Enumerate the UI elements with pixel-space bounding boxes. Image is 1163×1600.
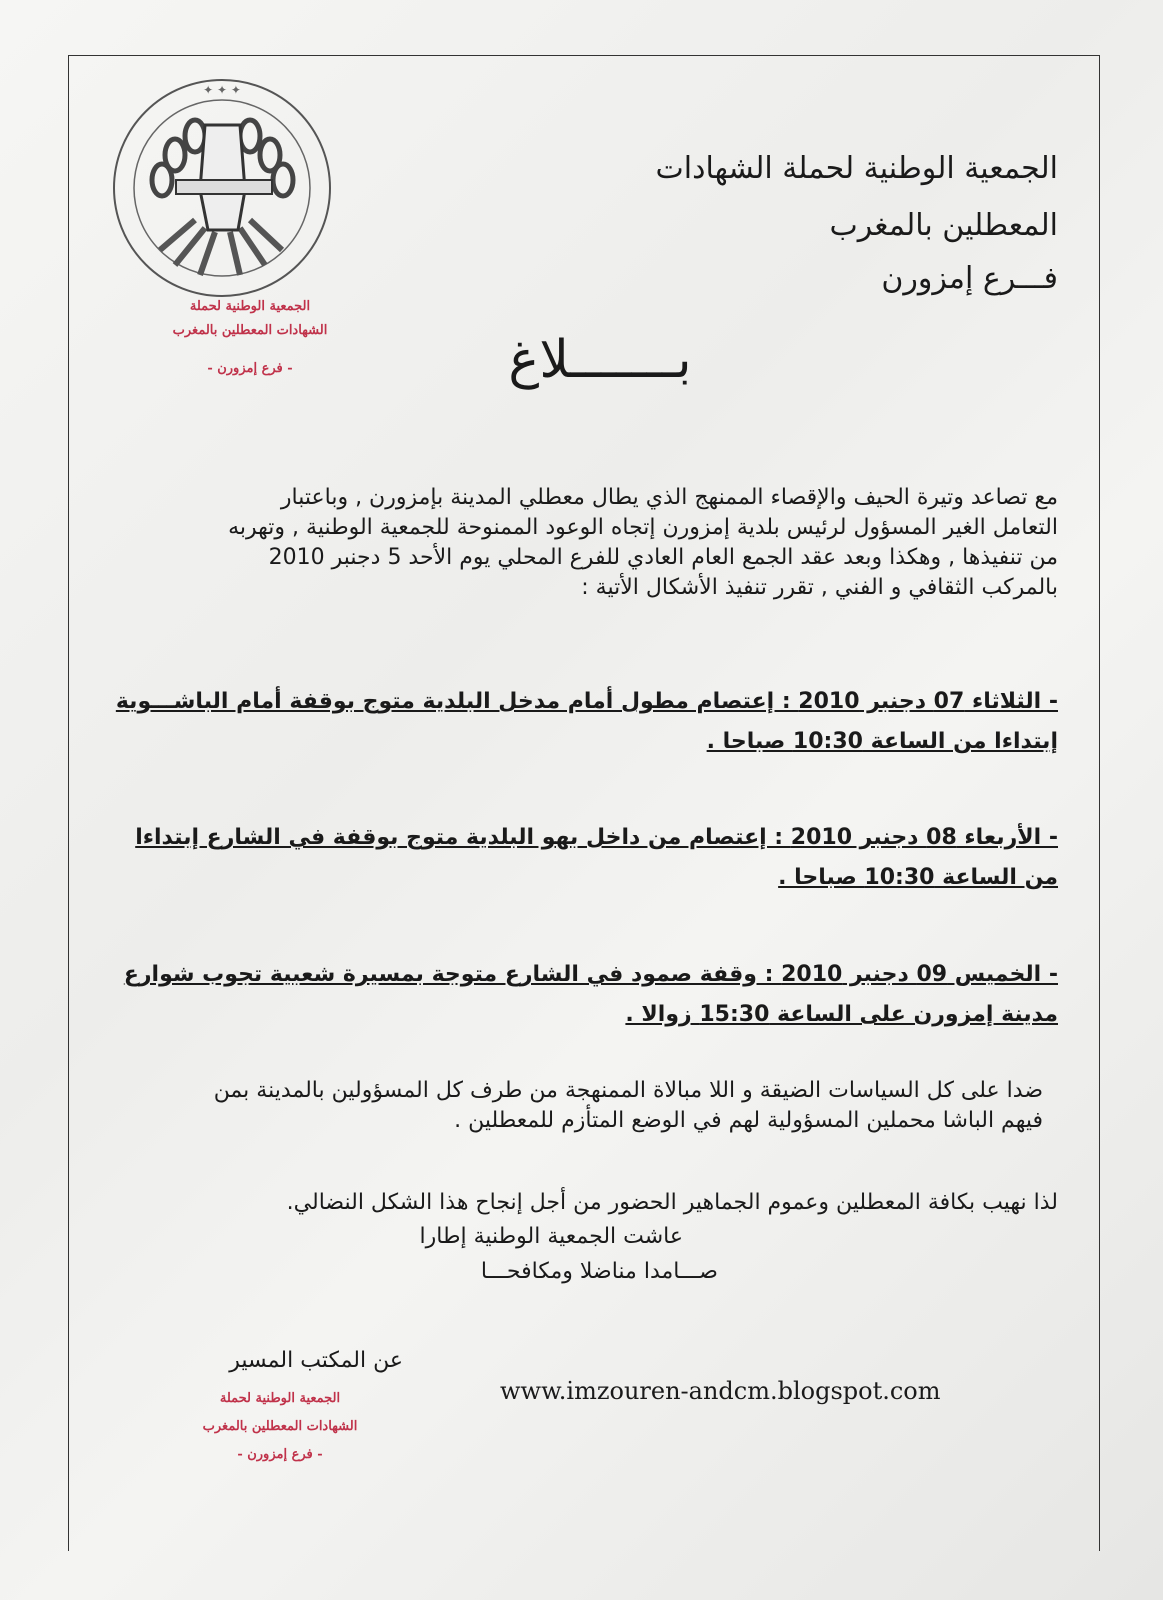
- signature-label: عن المكتب المسير: [229, 1348, 403, 1373]
- org-name-line1: الجمعية الوطنية لحملة الشهادات: [655, 151, 1058, 186]
- org-branch: فـــرع إمزورن: [881, 261, 1058, 296]
- org-name-line2: المعطلين بالمغرب: [829, 208, 1058, 243]
- action-line: مدينة إمزورن على الساعة 15:30 زوالا .: [625, 1002, 1058, 1027]
- against-paragraph: [83, 1076, 1043, 1136]
- action-line: من الساعة 10:30 صباحا .: [778, 865, 1058, 890]
- action-thursday: [83, 955, 1058, 1035]
- seal-caption-line3: - فرع إمزورن -: [207, 361, 293, 376]
- svg-text:✦ ✦ ✦: ✦ ✦ ✦: [203, 83, 241, 97]
- communique-title: بـــــــلاغ: [508, 330, 692, 390]
- website-url[interactable]: www.imzouren-andcm.blogspot.com: [500, 1377, 941, 1405]
- closing-appeal: لذا نهيب بكافة المعطلين وعموم الجماهير الحضور من أجل إنجاح هذا الشكل النضالي.: [286, 1190, 1058, 1215]
- action-line: - الثلاثاء 07 دجنبر 2010 : إعتصام مطول أمام مدخل البلدية متوج بوقفة أمام الباشـــوية: [115, 689, 1058, 714]
- intro-paragraph: [98, 483, 1058, 603]
- seal-caption-line2: الشهادات المعطلين بالمغرب: [172, 323, 328, 338]
- closing-slogan2: صـــامدا مناضلا ومكافحـــا: [480, 1259, 718, 1284]
- action-wednesday: [83, 818, 1058, 898]
- action-line: إبتداءا من الساعة 10:30 صباحا .: [706, 729, 1058, 754]
- bottom-stamp-line3: - فرع إمزورن -: [237, 1447, 323, 1462]
- seal-caption-line1: الجمعية الوطنية لحملة: [189, 299, 311, 314]
- intro-line: بالمركب الثقافي و الفني , تقرر تنفيذ الأشكال الأتية :: [581, 575, 1058, 600]
- action-line: - الأربعاء 08 دجنبر 2010 : إعتصام من داخل بهو البلدية متوج بوقفة في الشارع إبتداءا: [135, 825, 1058, 850]
- against-line: ضدا على كل السياسات الضيقة و اللا مبالاة الممنهجة من طرف كل المسؤولين بالمدينة بمن: [213, 1078, 1043, 1103]
- closing-slogan1: عاشت الجمعية الوطنية إطارا: [419, 1224, 683, 1249]
- intro-line: التعامل الغير المسؤول لرئيس بلدية إمزورن إتجاه الوعود الممنوحة للجمعية الوطنية , وتهربه: [228, 515, 1058, 540]
- bottom-stamp-line2: الشهادات المعطلين بالمغرب: [202, 1419, 358, 1434]
- action-tuesday: [83, 682, 1058, 762]
- association-seal-icon: [100, 70, 345, 315]
- intro-line: مع تصاعد وتيرة الحيف والإقصاء الممنهج الذي يطال معطلي المدينة بإمزورن , وباعتبار: [280, 485, 1058, 510]
- intro-line: من تنفيذها , وهكذا وبعد عقد الجمع العام العادي للفرع المحلي يوم الأحد 5 دجنبر 2010: [268, 545, 1058, 570]
- bottom-stamp: [180, 1385, 380, 1469]
- action-line: - الخميس 09 دجنبر 2010 : وقفة صمود في الشارع متوجة بمسيرة شعبية تجوب شوارع: [123, 962, 1058, 987]
- against-line: فيهم الباشا محملين المسؤولية لهم في الوضع المتأزم للمعطلين .: [454, 1108, 1043, 1133]
- bottom-stamp-line1: الجمعية الوطنية لحملة: [219, 1391, 341, 1406]
